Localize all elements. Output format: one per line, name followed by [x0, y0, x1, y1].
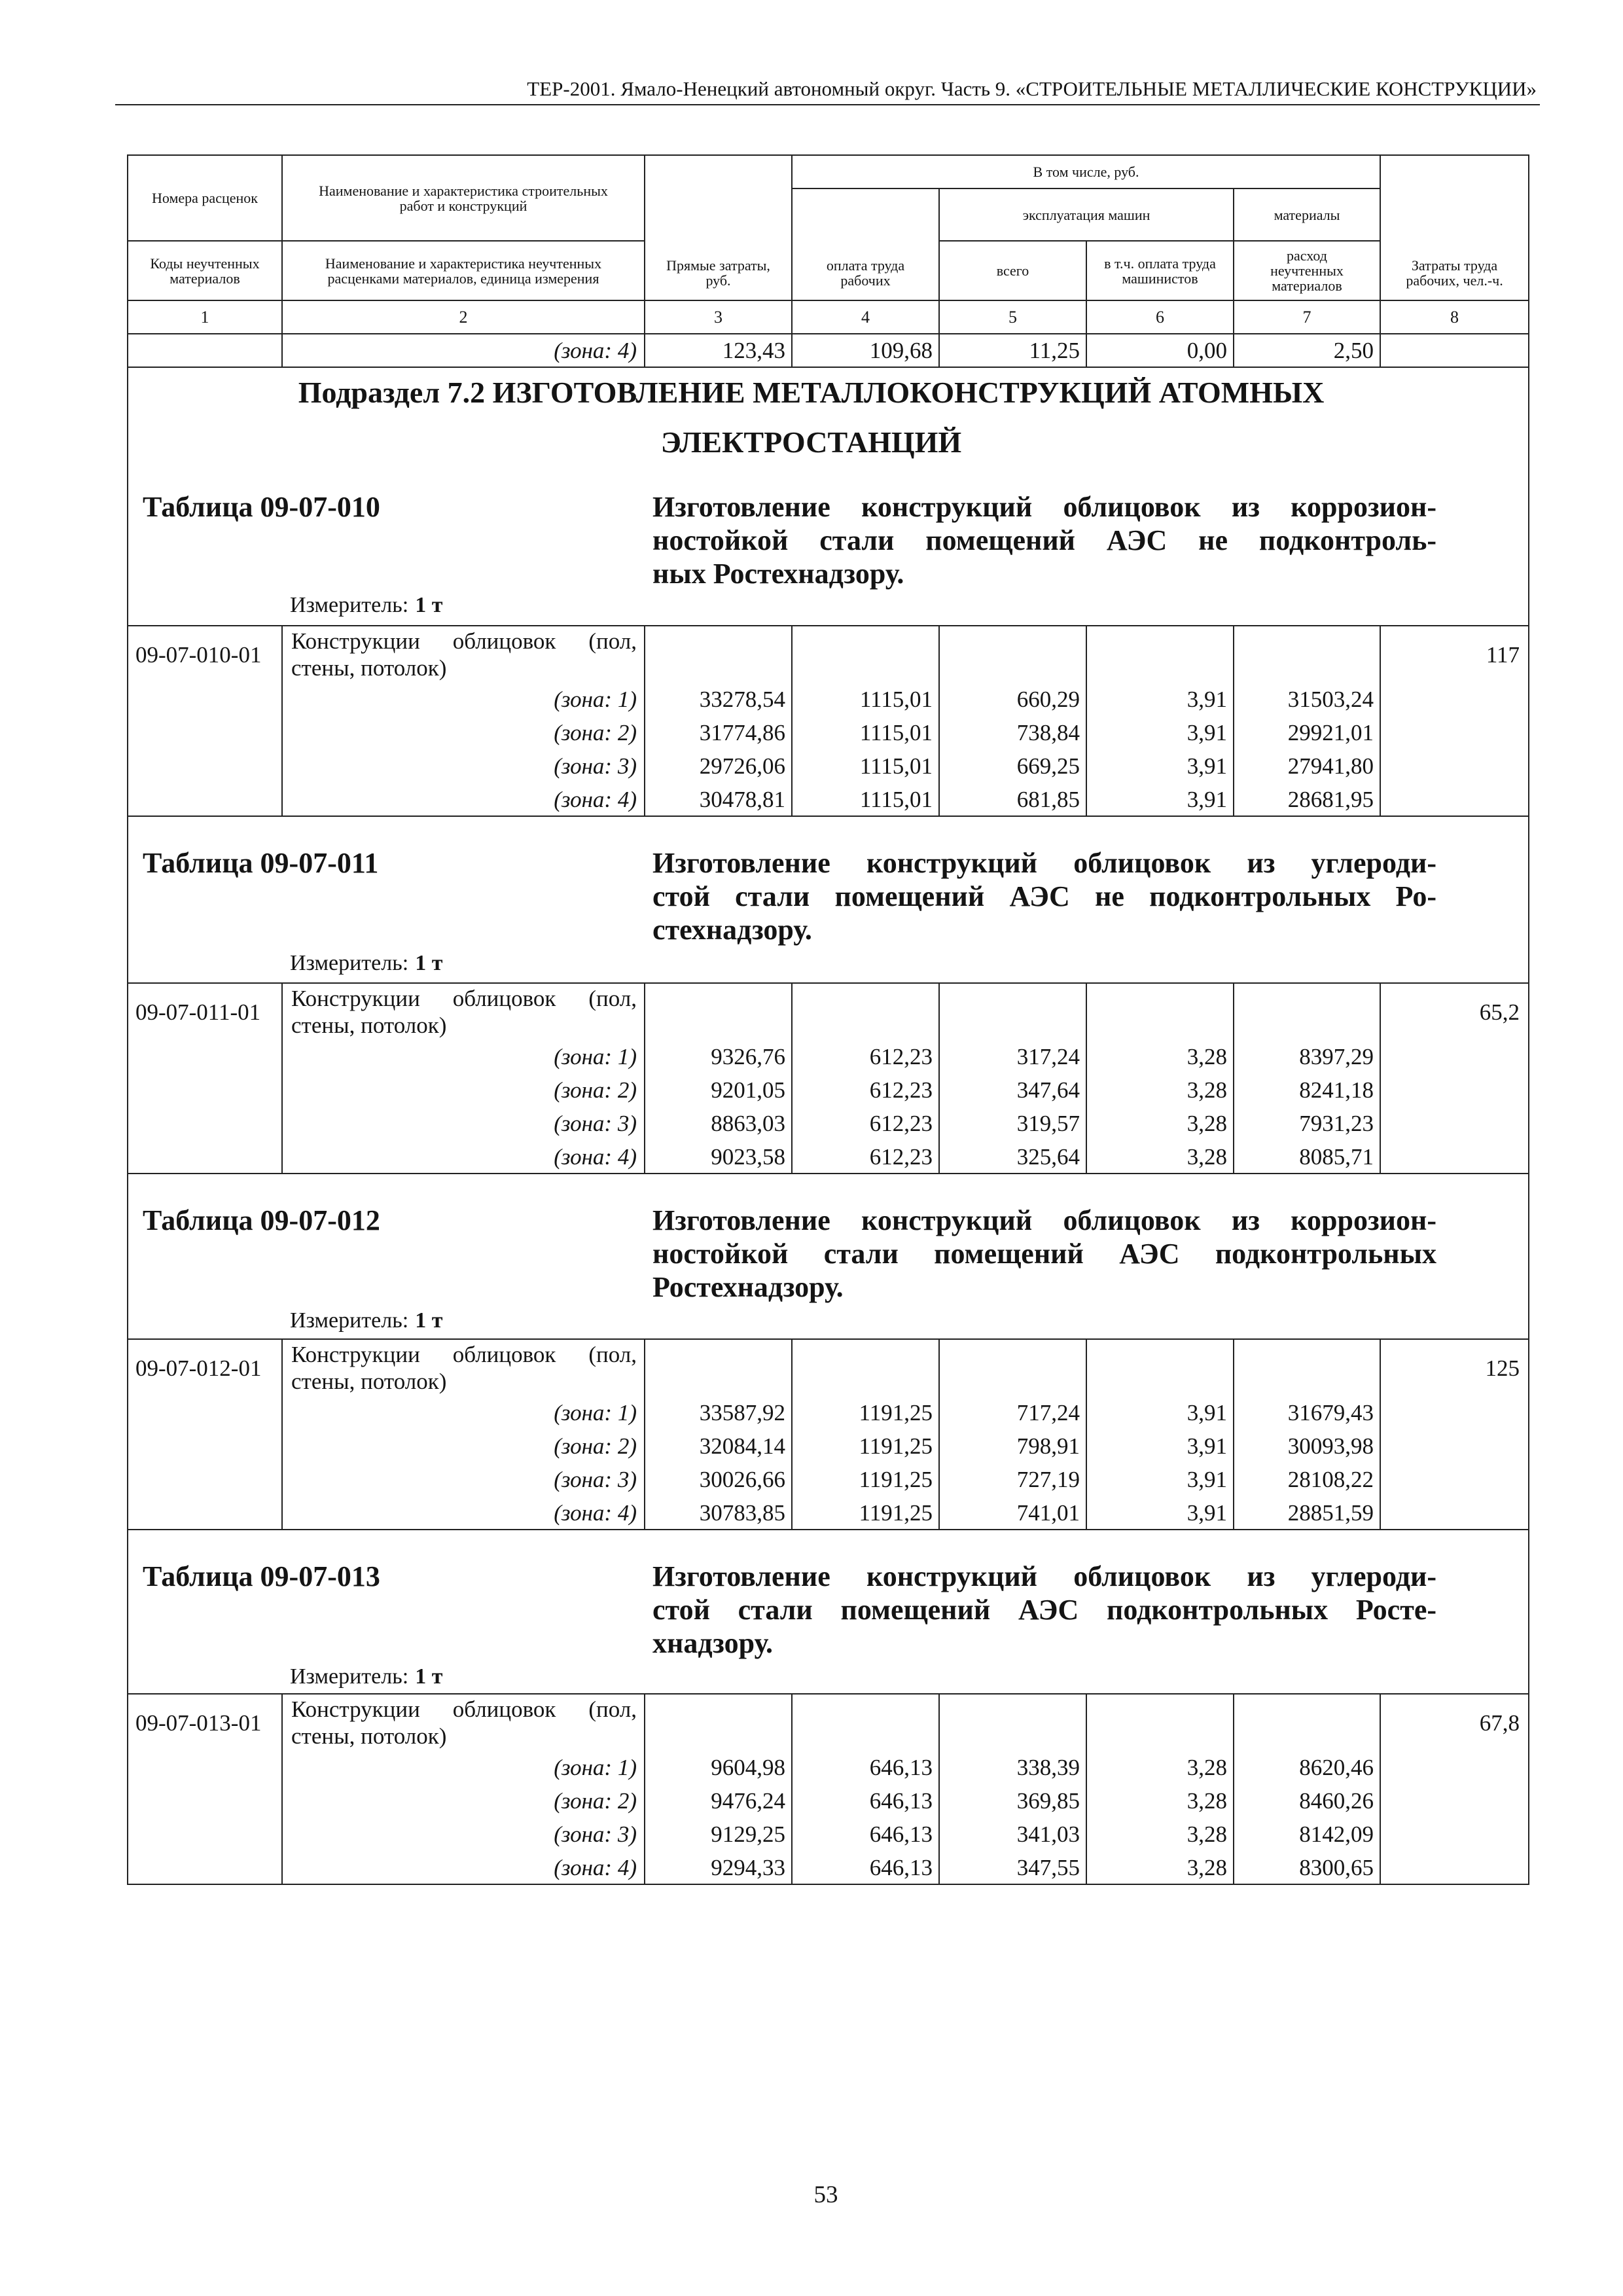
machine-cost: 681,85	[939, 783, 1086, 816]
empty-cell	[792, 1339, 939, 1396]
column-number: 7	[1234, 300, 1380, 334]
header-text: Коды неучтенных	[150, 255, 260, 272]
unit-value: 1 т	[415, 593, 443, 617]
empty-cell	[645, 626, 792, 683]
machine-cost: 347,64	[939, 1073, 1086, 1107]
operator-wages: 3,91	[1086, 783, 1234, 816]
table-row	[128, 1073, 1529, 1107]
direct-cost: 9023,58	[645, 1140, 792, 1174]
materials-cost: 8085,71	[1234, 1140, 1380, 1174]
labor-cost-cell	[1380, 983, 1529, 1174]
subsection-title	[128, 367, 1529, 467]
header-text: рабочих, чел.-ч.	[1406, 272, 1503, 289]
running-header: ТЕР-2001. Ямало-Ненецкий автономный округ. Часть 9. «СТРОИТЕЛЬНЫЕ МЕТАЛЛИЧЕСКИЕ КОНСТРУКЦИИ»	[527, 77, 1537, 100]
empty-cell	[939, 626, 1086, 683]
worker-wages: 646,13	[792, 1851, 939, 1884]
header-material-consumption	[1234, 241, 1380, 300]
work-name	[282, 1694, 645, 1751]
empty-cell	[1234, 983, 1380, 1040]
column-number: 2	[282, 300, 645, 334]
column-numbers-row	[128, 300, 1529, 334]
empty-cell	[645, 983, 792, 1040]
table-description-line: Изготовление конструкций облицовок из углероди-	[652, 847, 1436, 879]
header-row	[128, 155, 1529, 188]
machine-cost: 660,29	[939, 683, 1086, 716]
empty-cell	[1234, 1339, 1380, 1396]
operator-wages: 0,00	[1086, 334, 1234, 367]
direct-cost: 8863,03	[645, 1107, 792, 1140]
unit-value: 1 т	[415, 1308, 443, 1333]
work-name	[282, 1339, 645, 1396]
worker-wages: 1115,01	[792, 783, 939, 816]
zone-label: (зона: 2)	[282, 716, 645, 749]
header-material-name	[282, 241, 645, 300]
unit-label: Измеритель:	[290, 951, 409, 975]
rates-table	[127, 154, 1529, 1885]
direct-cost: 30026,66	[645, 1463, 792, 1496]
worker-wages: 1115,01	[792, 683, 939, 716]
zone-label: (зона: 2)	[282, 1784, 645, 1818]
empty-cell	[1086, 626, 1234, 683]
table-title-block	[128, 467, 1529, 626]
empty-cell	[1086, 983, 1234, 1040]
table-description-line: ных Ростехнадзору.	[652, 558, 904, 590]
header-text: материалов	[1272, 278, 1342, 294]
direct-cost: 29726,06	[645, 749, 792, 783]
worker-wages: 646,13	[792, 1818, 939, 1851]
rate-code: 09-07-010-01	[135, 642, 262, 668]
table-row	[128, 1429, 1529, 1463]
empty-cell	[645, 1339, 792, 1396]
direct-cost: 9604,98	[645, 1751, 792, 1784]
empty-cell	[128, 334, 282, 367]
operator-wages: 3,28	[1086, 1851, 1234, 1884]
header-material-codes	[128, 241, 282, 300]
materials-cost: 30093,98	[1234, 1429, 1380, 1463]
labor-cost: 65,2	[1479, 999, 1520, 1025]
table-description	[652, 1204, 1436, 1304]
zone-label: (зона: 2)	[282, 1429, 645, 1463]
table-row	[128, 1751, 1529, 1784]
table-title-block	[128, 816, 1529, 983]
materials-cost: 8460,26	[1234, 1784, 1380, 1818]
header-text: расход	[1287, 247, 1327, 264]
zone-label: (зона: 1)	[282, 1396, 645, 1429]
column-number: 5	[939, 300, 1086, 334]
table-description-line: хнадзору.	[652, 1627, 774, 1659]
table-row	[128, 983, 1529, 1040]
materials-cost: 8300,65	[1234, 1851, 1380, 1884]
header-text: расценками материалов, единица измерения	[327, 270, 599, 287]
table-row	[128, 1496, 1529, 1530]
work-name-line: Конструкции облицовок (пол,	[291, 1342, 637, 1367]
header-labor-costs	[1380, 155, 1529, 300]
subsection-row	[128, 367, 1529, 467]
column-number: 3	[645, 300, 792, 334]
direct-cost: 32084,14	[645, 1429, 792, 1463]
header-text: работ и конструкций	[399, 197, 527, 214]
header-rate-numbers	[128, 155, 282, 241]
header-work-name	[282, 155, 645, 241]
unit-value: 1 т	[415, 1664, 443, 1689]
table-row	[128, 1140, 1529, 1174]
machine-cost: 798,91	[939, 1429, 1086, 1463]
direct-cost: 31774,86	[645, 716, 792, 749]
empty-cell	[1234, 1694, 1380, 1751]
unit-label: Измеритель:	[290, 1664, 409, 1689]
operator-wages: 3,28	[1086, 1107, 1234, 1140]
header-text: Номера расценок	[152, 190, 258, 206]
header-text: материалов	[169, 270, 240, 287]
rate-code-cell	[128, 1339, 282, 1530]
zone-label: (зона: 2)	[282, 1073, 645, 1107]
operator-wages: 3,28	[1086, 1040, 1234, 1073]
header-operator-wages	[1086, 241, 1234, 300]
machine-cost: 669,25	[939, 749, 1086, 783]
table-description	[652, 1560, 1436, 1660]
unit-of-measure	[290, 1660, 442, 1693]
table-description-line: Изготовление конструкций облицовок из коррозион-	[652, 1204, 1436, 1236]
materials-cost: 27941,80	[1234, 749, 1380, 783]
operator-wages: 3,91	[1086, 749, 1234, 783]
worker-wages: 646,13	[792, 1751, 939, 1784]
materials-cost: 28108,22	[1234, 1463, 1380, 1496]
header-text: эксплуатация машин	[1022, 206, 1150, 223]
zone-label: (зона: 3)	[282, 1463, 645, 1496]
materials-cost: 8241,18	[1234, 1073, 1380, 1107]
header-text: Наименование и характеристика строительных	[319, 182, 608, 199]
table-row	[128, 783, 1529, 816]
table-description-line: стехнадзору.	[652, 914, 812, 946]
table-row	[128, 1818, 1529, 1851]
work-name-line: стены, потолок)	[291, 1369, 447, 1394]
machine-cost: 338,39	[939, 1751, 1086, 1784]
work-name-line: Конструкции облицовок (пол,	[291, 1696, 637, 1722]
table-row	[128, 1784, 1529, 1818]
table-row	[128, 1463, 1529, 1496]
materials-cost: 28851,59	[1234, 1496, 1380, 1530]
empty-cell	[939, 983, 1086, 1040]
subsection-title-line: ЭЛЕКТРОСТАНЦИЙ	[660, 425, 962, 459]
direct-cost: 33587,92	[645, 1396, 792, 1429]
table-row	[128, 1339, 1529, 1396]
column-number: 4	[792, 300, 939, 334]
operator-wages: 3,91	[1086, 1496, 1234, 1530]
zone-label: (зона: 4)	[282, 334, 645, 367]
materials-cost: 28681,95	[1234, 783, 1380, 816]
work-name-line: стены, потолок)	[291, 655, 447, 681]
table-title-row	[128, 1174, 1529, 1339]
zone-label: (зона: 4)	[282, 1851, 645, 1884]
machine-cost: 341,03	[939, 1818, 1086, 1851]
materials-cost: 2,50	[1234, 334, 1380, 367]
materials-cost: 29921,01	[1234, 716, 1380, 749]
empty-cell	[1234, 626, 1380, 683]
zone-label: (зона: 3)	[282, 1107, 645, 1140]
column-number: 8	[1380, 300, 1529, 334]
table-row	[128, 1694, 1529, 1751]
unit-of-measure	[290, 588, 442, 622]
direct-cost: 123,43	[645, 334, 792, 367]
materials-cost: 7931,23	[1234, 1107, 1380, 1140]
zone-label: (зона: 1)	[282, 683, 645, 716]
header-materials	[1234, 188, 1380, 241]
table-row	[128, 1040, 1529, 1073]
operator-wages: 3,91	[1086, 1463, 1234, 1496]
worker-wages: 1115,01	[792, 716, 939, 749]
table-row	[128, 683, 1529, 716]
table-description-line: стой стали помещений АЭС не подконтрольных Ро-	[652, 880, 1436, 912]
table-number: Таблица 09-07-010	[143, 491, 380, 523]
labor-cost: 67,8	[1479, 1710, 1520, 1736]
table-description-line: стой стали помещений АЭС подконтрольных Росте-	[652, 1594, 1436, 1626]
materials-cost: 31503,24	[1234, 683, 1380, 716]
direct-cost: 9294,33	[645, 1851, 792, 1884]
header-rule	[115, 104, 1540, 105]
machine-cost: 741,01	[939, 1496, 1086, 1530]
table-title-block	[128, 1174, 1529, 1339]
machine-cost: 727,19	[939, 1463, 1086, 1496]
rate-code: 09-07-011-01	[135, 999, 261, 1025]
materials-cost: 31679,43	[1234, 1396, 1380, 1429]
machine-cost: 317,24	[939, 1040, 1086, 1073]
header-text: Затраты труда	[1411, 257, 1498, 274]
header-worker-wages	[792, 188, 939, 300]
header-text: руб.	[705, 272, 731, 289]
rate-code-cell	[128, 983, 282, 1174]
worker-wages: 1191,25	[792, 1496, 939, 1530]
carryover-row	[128, 334, 1529, 367]
rate-code: 09-07-013-01	[135, 1710, 262, 1736]
unit-of-measure	[290, 946, 442, 980]
worker-wages: 612,23	[792, 1140, 939, 1174]
empty-cell	[939, 1339, 1086, 1396]
labor-cost: 125	[1485, 1355, 1520, 1381]
empty-cell	[792, 1694, 939, 1751]
empty-cell	[645, 1694, 792, 1751]
worker-wages: 612,23	[792, 1107, 939, 1140]
machine-cost: 347,55	[939, 1851, 1086, 1884]
table-row	[128, 749, 1529, 783]
header-text: оплата труда	[826, 257, 905, 274]
header-text: в т.ч. оплата труда	[1104, 255, 1216, 272]
unit-label: Измеритель:	[290, 593, 409, 617]
materials-cost: 8142,09	[1234, 1818, 1380, 1851]
header-text: неучтенных	[1270, 262, 1344, 279]
unit-label: Измеритель:	[290, 1308, 409, 1333]
machine-cost: 11,25	[939, 334, 1086, 367]
operator-wages: 3,28	[1086, 1818, 1234, 1851]
direct-cost: 33278,54	[645, 683, 792, 716]
direct-cost: 30478,81	[645, 783, 792, 816]
table-number: Таблица 09-07-012	[143, 1204, 380, 1236]
table-description	[652, 846, 1436, 946]
machine-cost: 325,64	[939, 1140, 1086, 1174]
table-title-block	[128, 1530, 1529, 1694]
table-row	[128, 1851, 1529, 1884]
operator-wages: 3,28	[1086, 1073, 1234, 1107]
table-description-line: ностойкой стали помещений АЭС не подконтроль-	[652, 524, 1436, 556]
unit-of-measure	[290, 1304, 442, 1337]
work-name	[282, 983, 645, 1040]
table-title-row	[128, 1530, 1529, 1694]
labor-cost-cell	[1380, 1339, 1529, 1530]
header-direct-costs	[645, 155, 792, 300]
header-text: Прямые затраты,	[666, 257, 770, 274]
operator-wages: 3,91	[1086, 683, 1234, 716]
unit-value: 1 т	[415, 951, 443, 975]
column-number: 6	[1086, 300, 1234, 334]
header-text: Наименование и характеристика неучтенных	[325, 255, 602, 272]
header-text: рабочих	[840, 272, 891, 289]
subsection-title-line: Подраздел 7.2 ИЗГОТОВЛЕНИЕ МЕТАЛЛОКОНСТРУКЦИЙ АТОМНЫХ	[298, 376, 1325, 409]
worker-wages: 1191,25	[792, 1396, 939, 1429]
operator-wages: 3,91	[1086, 716, 1234, 749]
header-machine-total	[939, 241, 1086, 300]
empty-cell	[1380, 334, 1529, 367]
operator-wages: 3,28	[1086, 1784, 1234, 1818]
worker-wages: 1115,01	[792, 749, 939, 783]
labor-cost-cell	[1380, 1694, 1529, 1884]
direct-cost: 9476,24	[645, 1784, 792, 1818]
table-description-line: Ростехнадзору.	[652, 1271, 844, 1303]
zone-label: (зона: 4)	[282, 1140, 645, 1174]
operator-wages: 3,91	[1086, 1429, 1234, 1463]
machine-cost: 369,85	[939, 1784, 1086, 1818]
header-machine-operation	[939, 188, 1234, 241]
machine-cost: 717,24	[939, 1396, 1086, 1429]
empty-cell	[1086, 1694, 1234, 1751]
work-name-line: стены, потолок)	[291, 1013, 447, 1038]
table-title-row	[128, 816, 1529, 983]
column-number: 1	[128, 300, 282, 334]
worker-wages: 1191,25	[792, 1463, 939, 1496]
empty-cell	[792, 626, 939, 683]
table-number: Таблица 09-07-013	[143, 1560, 380, 1592]
zone-label: (зона: 3)	[282, 749, 645, 783]
labor-cost-cell	[1380, 626, 1529, 816]
table-number: Таблица 09-07-011	[143, 847, 379, 879]
worker-wages: 109,68	[792, 334, 939, 367]
work-name-line: Конструкции облицовок (пол,	[291, 628, 637, 654]
page-number: 53	[813, 2181, 838, 2208]
work-name-line: Конструкции облицовок (пол,	[291, 986, 637, 1011]
rate-code: 09-07-012-01	[135, 1355, 262, 1381]
zone-label: (зона: 4)	[282, 783, 645, 816]
labor-cost: 117	[1486, 642, 1520, 668]
direct-cost: 9326,76	[645, 1040, 792, 1073]
empty-cell	[1086, 1339, 1234, 1396]
work-name-line: стены, потолок)	[291, 1723, 447, 1749]
worker-wages: 612,23	[792, 1040, 939, 1073]
header-including	[792, 155, 1380, 188]
operator-wages: 3,91	[1086, 1396, 1234, 1429]
materials-cost: 8397,29	[1234, 1040, 1380, 1073]
machine-cost: 319,57	[939, 1107, 1086, 1140]
worker-wages: 612,23	[792, 1073, 939, 1107]
rate-code-cell	[128, 626, 282, 816]
direct-cost: 9201,05	[645, 1073, 792, 1107]
operator-wages: 3,28	[1086, 1140, 1234, 1174]
table-row	[128, 626, 1529, 683]
zone-label: (зона: 3)	[282, 1818, 645, 1851]
header-text: материалы	[1274, 206, 1340, 223]
zone-label: (зона: 1)	[282, 1751, 645, 1784]
table-title-row	[128, 467, 1529, 626]
zone-label: (зона: 4)	[282, 1496, 645, 1530]
zone-label: (зона: 1)	[282, 1040, 645, 1073]
empty-cell	[792, 983, 939, 1040]
table-description-line: Изготовление конструкций облицовок из коррозион-	[652, 491, 1436, 523]
table-description-line: Изготовление конструкций облицовок из углероди-	[652, 1560, 1436, 1592]
direct-cost: 9129,25	[645, 1818, 792, 1851]
header-text: В том числе, руб.	[1033, 164, 1139, 180]
table-row	[128, 1107, 1529, 1140]
table-description	[652, 490, 1436, 590]
direct-cost: 30783,85	[645, 1496, 792, 1530]
empty-cell	[939, 1694, 1086, 1751]
header-text: всего	[996, 262, 1029, 279]
work-name	[282, 626, 645, 683]
header-text: машинистов	[1122, 270, 1198, 287]
table-description-line: ностойкой стали помещений АЭС подконтрольных	[652, 1238, 1436, 1270]
worker-wages: 1191,25	[792, 1429, 939, 1463]
table-row	[128, 1396, 1529, 1429]
operator-wages: 3,28	[1086, 1751, 1234, 1784]
machine-cost: 738,84	[939, 716, 1086, 749]
worker-wages: 646,13	[792, 1784, 939, 1818]
rate-code-cell	[128, 1694, 282, 1884]
materials-cost: 8620,46	[1234, 1751, 1380, 1784]
table-row	[128, 716, 1529, 749]
